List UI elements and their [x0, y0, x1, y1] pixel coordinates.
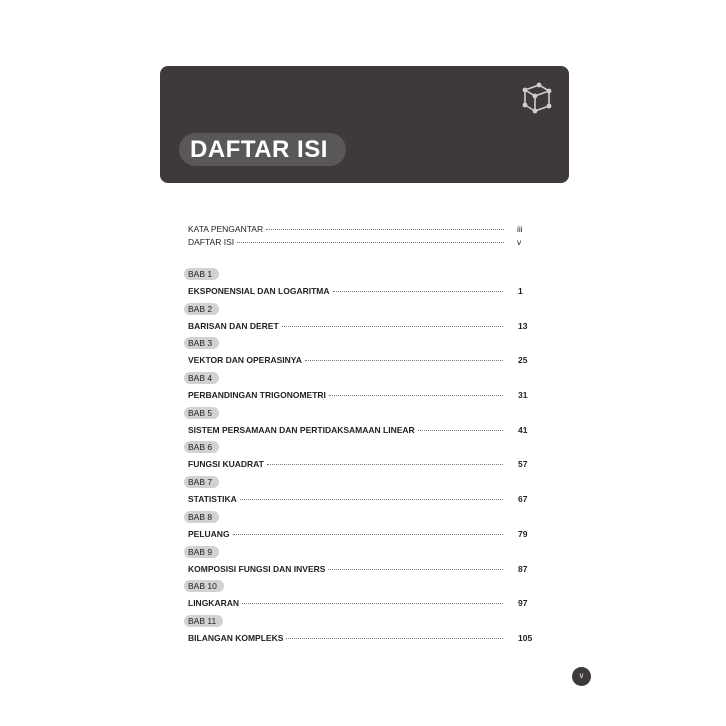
toc-entry-label: DAFTAR ISI — [188, 237, 235, 247]
chapter-entry-5[interactable] — [184, 407, 534, 442]
chapter-page: 67 — [518, 494, 528, 505]
dot-leader — [333, 291, 503, 292]
dot-leader — [266, 229, 504, 230]
chapter-badge: BAB 5 — [184, 407, 219, 419]
chapter-list — [184, 268, 534, 650]
chapter-page: 25 — [518, 355, 528, 366]
chapter-title: LINGKARAN — [188, 598, 239, 609]
chapter-badge: BAB 7 — [184, 476, 219, 488]
chapter-entry-9[interactable] — [184, 546, 534, 581]
dot-leader — [240, 499, 503, 500]
chapter-title: SISTEM PERSAMAAN DAN PERTIDAKSAMAAN LINEAR — [188, 424, 415, 435]
dot-leader — [237, 242, 504, 243]
chapter-entry-8[interactable] — [184, 511, 534, 546]
dot-leader — [267, 464, 503, 465]
toc-entry-kata-pengantar[interactable] — [188, 223, 530, 236]
page-title: DAFTAR ISI — [190, 135, 328, 163]
chapter-entry-6[interactable] — [184, 441, 534, 476]
chapter-badge: BAB 2 — [184, 303, 219, 315]
chapter-page: 79 — [518, 528, 528, 539]
chapter-badge: BAB 10 — [184, 580, 224, 592]
dot-leader — [305, 360, 503, 361]
cube-icon — [519, 81, 553, 115]
chapter-title: KOMPOSISI FUNGSI DAN INVERS — [188, 563, 326, 574]
title-banner — [160, 66, 569, 183]
title-pill — [179, 133, 346, 166]
chapter-page: 97 — [518, 598, 528, 609]
chapter-entry-2[interactable] — [184, 303, 534, 338]
chapter-badge: BAB 1 — [184, 268, 219, 280]
dot-leader — [286, 638, 503, 639]
dot-leader — [328, 569, 503, 570]
chapter-entry-10[interactable] — [184, 580, 534, 615]
dot-leader — [418, 430, 503, 431]
chapter-title: BARISAN DAN DERET — [188, 320, 279, 331]
chapter-badge: BAB 4 — [184, 372, 219, 384]
chapter-page: 87 — [518, 563, 528, 574]
chapter-title: EKSPONENSIAL DAN LOGARITMA — [188, 286, 330, 296]
chapter-page: 57 — [518, 459, 528, 470]
chapter-entry-1[interactable] — [184, 268, 534, 303]
chapter-title: FUNGSI KUADRAT — [188, 459, 264, 470]
chapter-badge: BAB 6 — [184, 441, 219, 453]
chapter-title: PELUANG — [188, 528, 230, 539]
chapter-title: VEKTOR DAN OPERASINYA — [188, 355, 302, 366]
toc-entry-label: KATA PENGANTAR — [188, 224, 264, 234]
chapter-badge: BAB 3 — [184, 337, 219, 349]
chapter-title: BILANGAN KOMPLEKS — [188, 632, 284, 643]
dot-leader — [233, 534, 503, 535]
chapter-badge: BAB 8 — [184, 511, 219, 523]
chapter-page: 41 — [518, 424, 528, 435]
chapter-page: 1 — [518, 286, 523, 296]
chapter-entry-11[interactable] — [184, 615, 534, 650]
chapter-title: STATISTIKA — [188, 494, 237, 505]
toc-entry-daftar-isi[interactable] — [188, 236, 530, 249]
chapter-page: 105 — [518, 632, 533, 643]
chapter-badge: BAB 11 — [184, 615, 223, 627]
toc-entry-page: v — [517, 237, 522, 247]
front-matter-list — [188, 223, 530, 249]
toc-entry-page: iii — [517, 224, 523, 234]
chapter-badge: BAB 9 — [184, 546, 219, 558]
chapter-entry-7[interactable] — [184, 476, 534, 511]
chapter-page: 13 — [518, 320, 528, 331]
chapter-entry-4[interactable] — [184, 372, 534, 407]
chapter-title: PERBANDINGAN TRIGONOMETRI — [188, 390, 326, 401]
dot-leader — [242, 603, 503, 604]
page-number-badge: v — [572, 667, 591, 686]
chapter-page: 31 — [518, 390, 528, 401]
dot-leader — [329, 395, 503, 396]
dot-leader — [282, 326, 503, 327]
chapter-entry-3[interactable] — [184, 337, 534, 372]
